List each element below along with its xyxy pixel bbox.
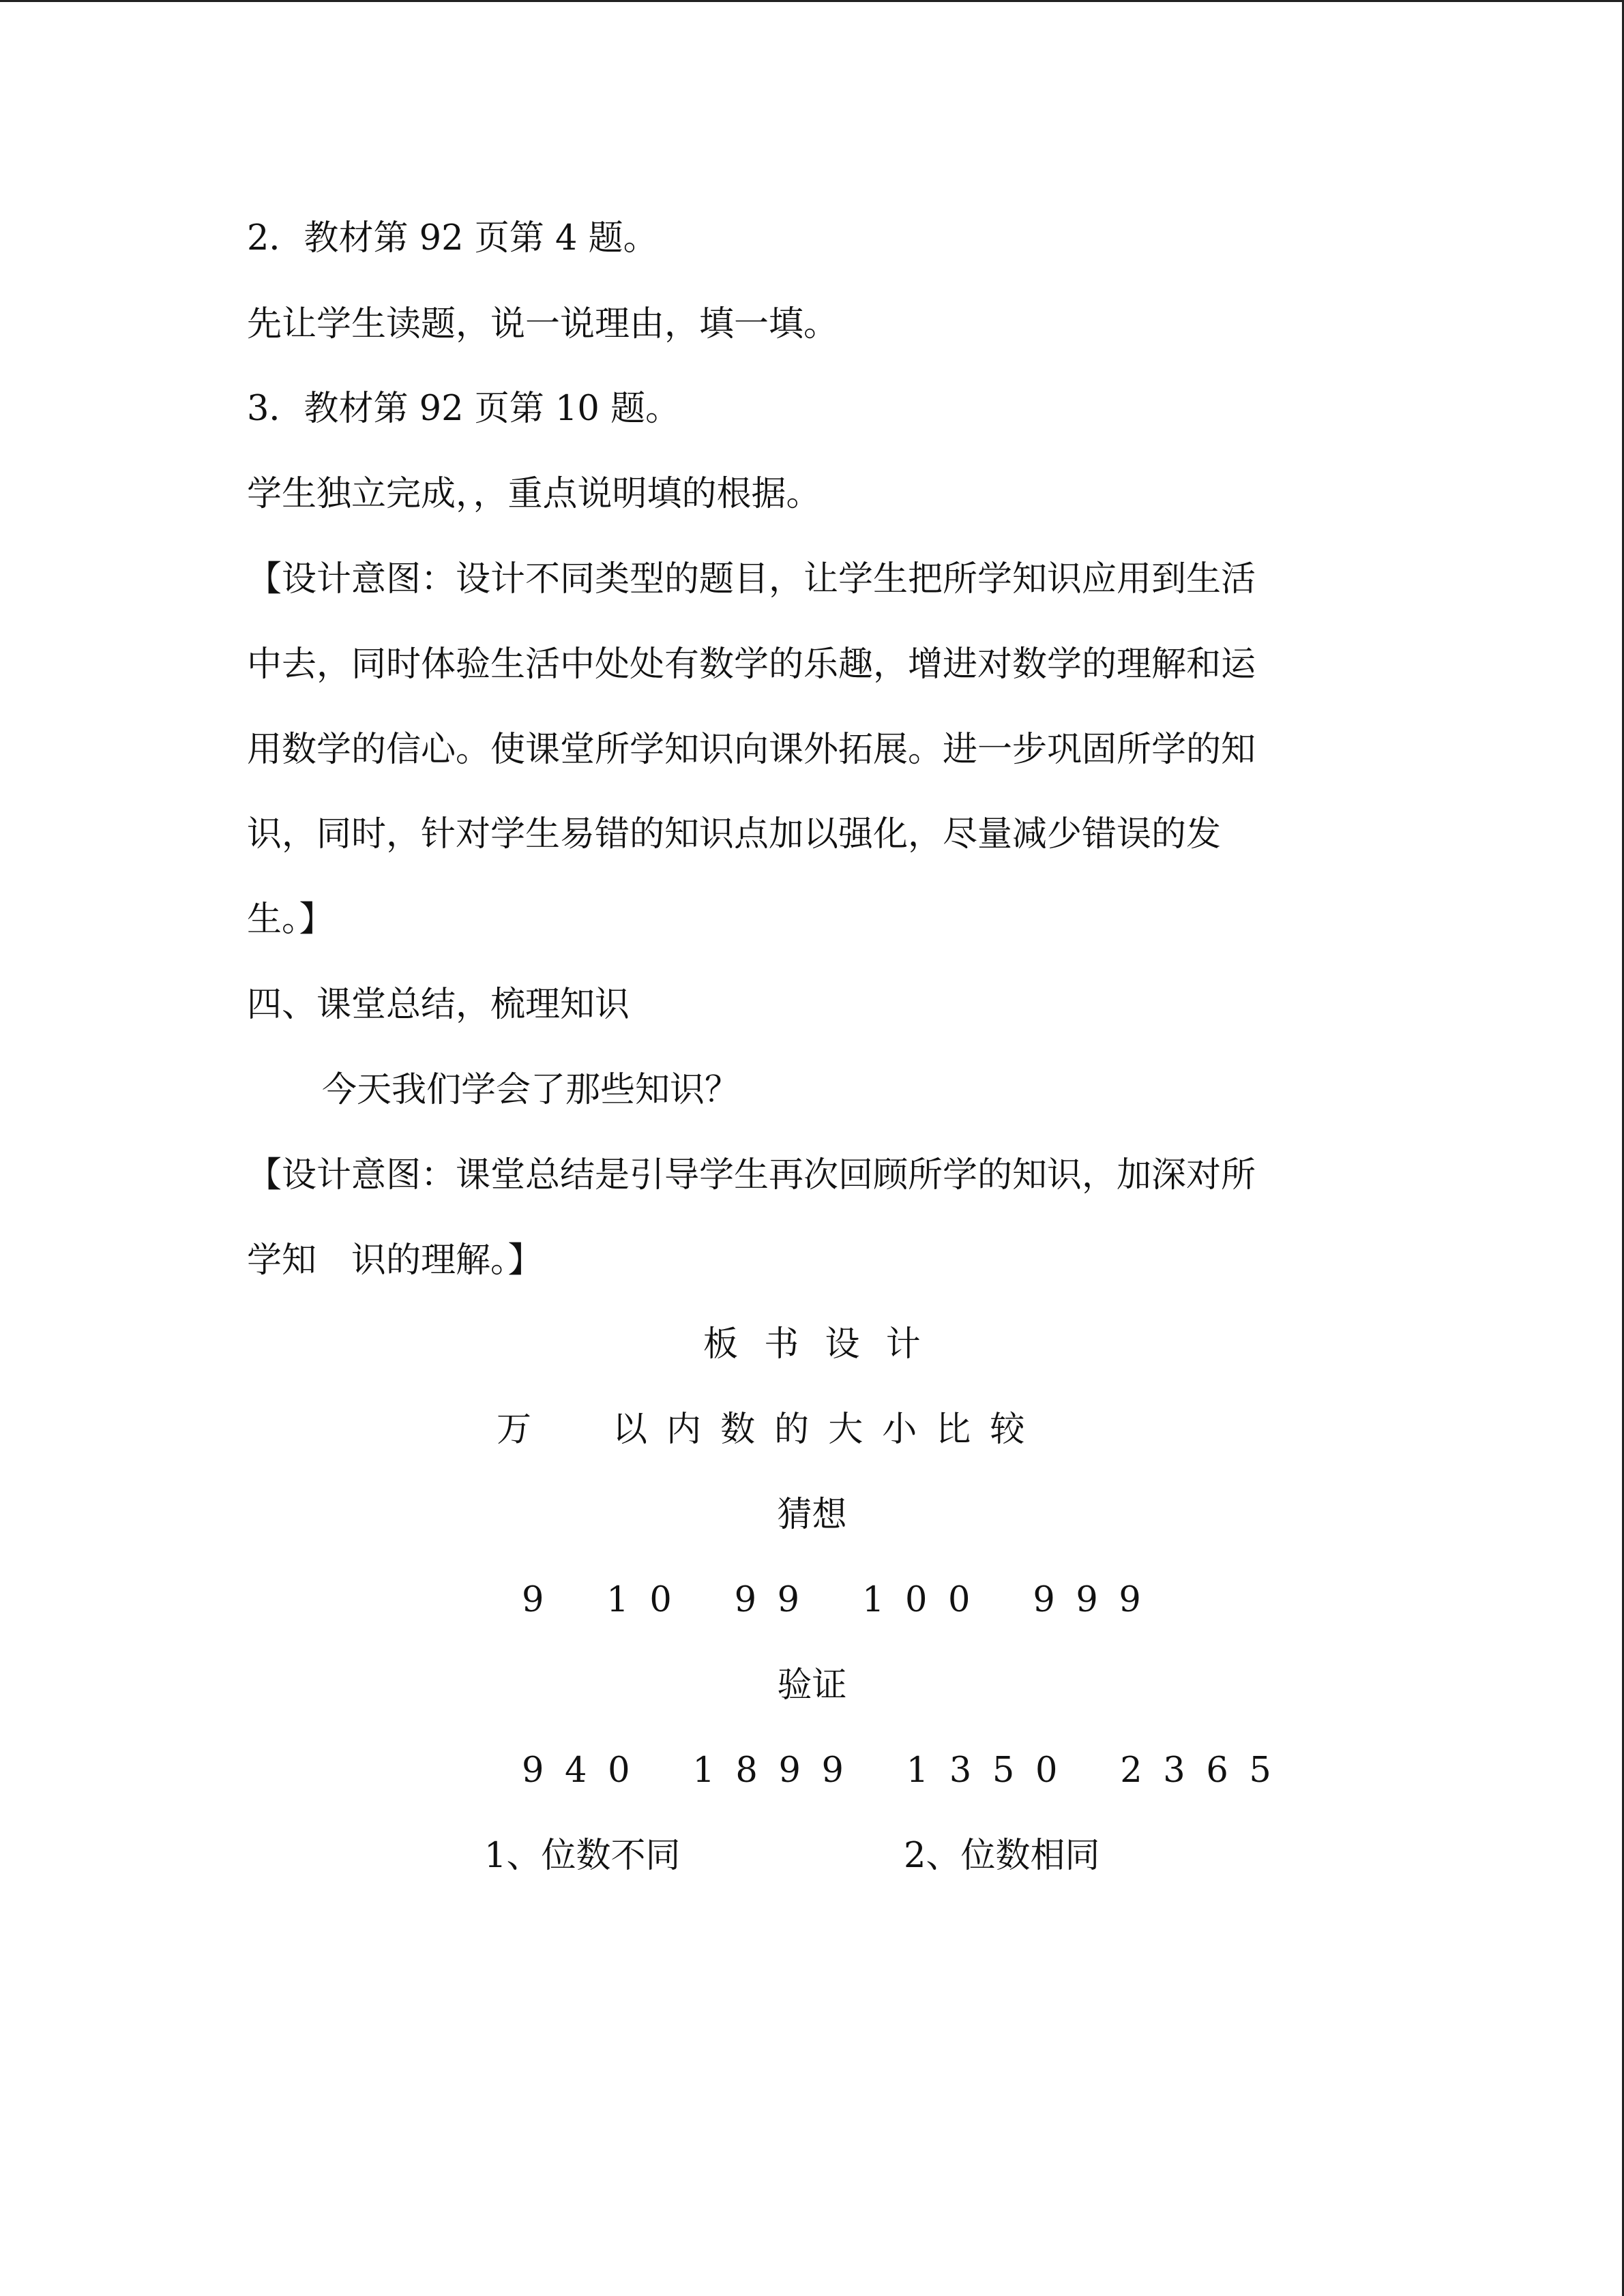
exercise-3-instruction: 学生独立完成，，重点说明填的根据。: [247, 474, 821, 514]
design-intent-paragraph-line-1: 【设计意图：设计不同类型的题目，让学生把所学知识应用到生活: [247, 559, 1256, 599]
section-4-heading: 四、课堂总结，梳理知识: [247, 985, 630, 1025]
verify-number-1899: 1899: [692, 1750, 865, 1791]
summary-intent-line-2: 学知 识的理解。】: [247, 1240, 543, 1281]
guess-number-999: 999: [1033, 1580, 1162, 1620]
page-border-top: [0, 0, 1624, 2]
summary-intent-line-1: 【设计意图：课堂总结是引导学生再次回顾所学的知识，加深对所: [247, 1155, 1256, 1195]
design-intent-paragraph-line-3: 用数学的信心。使课堂所学知识向课外拓展。进一步巩固所学的知: [247, 730, 1256, 770]
verify-number-1350: 1350: [906, 1750, 1078, 1791]
design-intent-paragraph-line-5: 生。】: [247, 899, 334, 940]
exercise-2-instruction: 先让学生读题，说一说理由，填一填。: [247, 304, 839, 344]
exercise-2-heading: 2．教材第 92 页第 4 题。: [247, 218, 658, 258]
verify-number-2365: 2365: [1120, 1750, 1293, 1791]
case-different-digits: 1、位数不同: [484, 1836, 681, 1876]
board-subtitle-first-char: 万: [497, 1410, 532, 1450]
design-intent-paragraph-line-2: 中去，同时体验生活中处处有数学的乐趣，增进对数学的理解和运: [247, 644, 1256, 685]
case-same-digits: 2、位数相同: [904, 1836, 1100, 1876]
board-subtitle: 以内数的大小比较: [612, 1410, 1044, 1450]
verify-numbers-row: [522, 1749, 1292, 1793]
guess-number-100: 100: [861, 1580, 992, 1620]
verify-number-940: 940: [522, 1750, 651, 1791]
verify-label: 验证: [777, 1665, 847, 1705]
summary-question: 今天我们学会了那些知识？: [322, 1070, 740, 1110]
guess-number-99: 99: [734, 1580, 821, 1620]
guess-label: 猜想: [777, 1495, 847, 1535]
guess-number-9: 9: [522, 1580, 565, 1620]
design-intent-paragraph-line-4: 识，同时，针对学生易错的知识点加以强化，尽量减少错误的发: [247, 814, 1222, 854]
guess-number-10: 10: [606, 1580, 693, 1620]
guess-numbers-row: [522, 1579, 1162, 1622]
exercise-3-heading: 3．教材第 92 页第 10 题。: [247, 389, 681, 429]
board-design-title: 板书设计: [703, 1324, 947, 1365]
